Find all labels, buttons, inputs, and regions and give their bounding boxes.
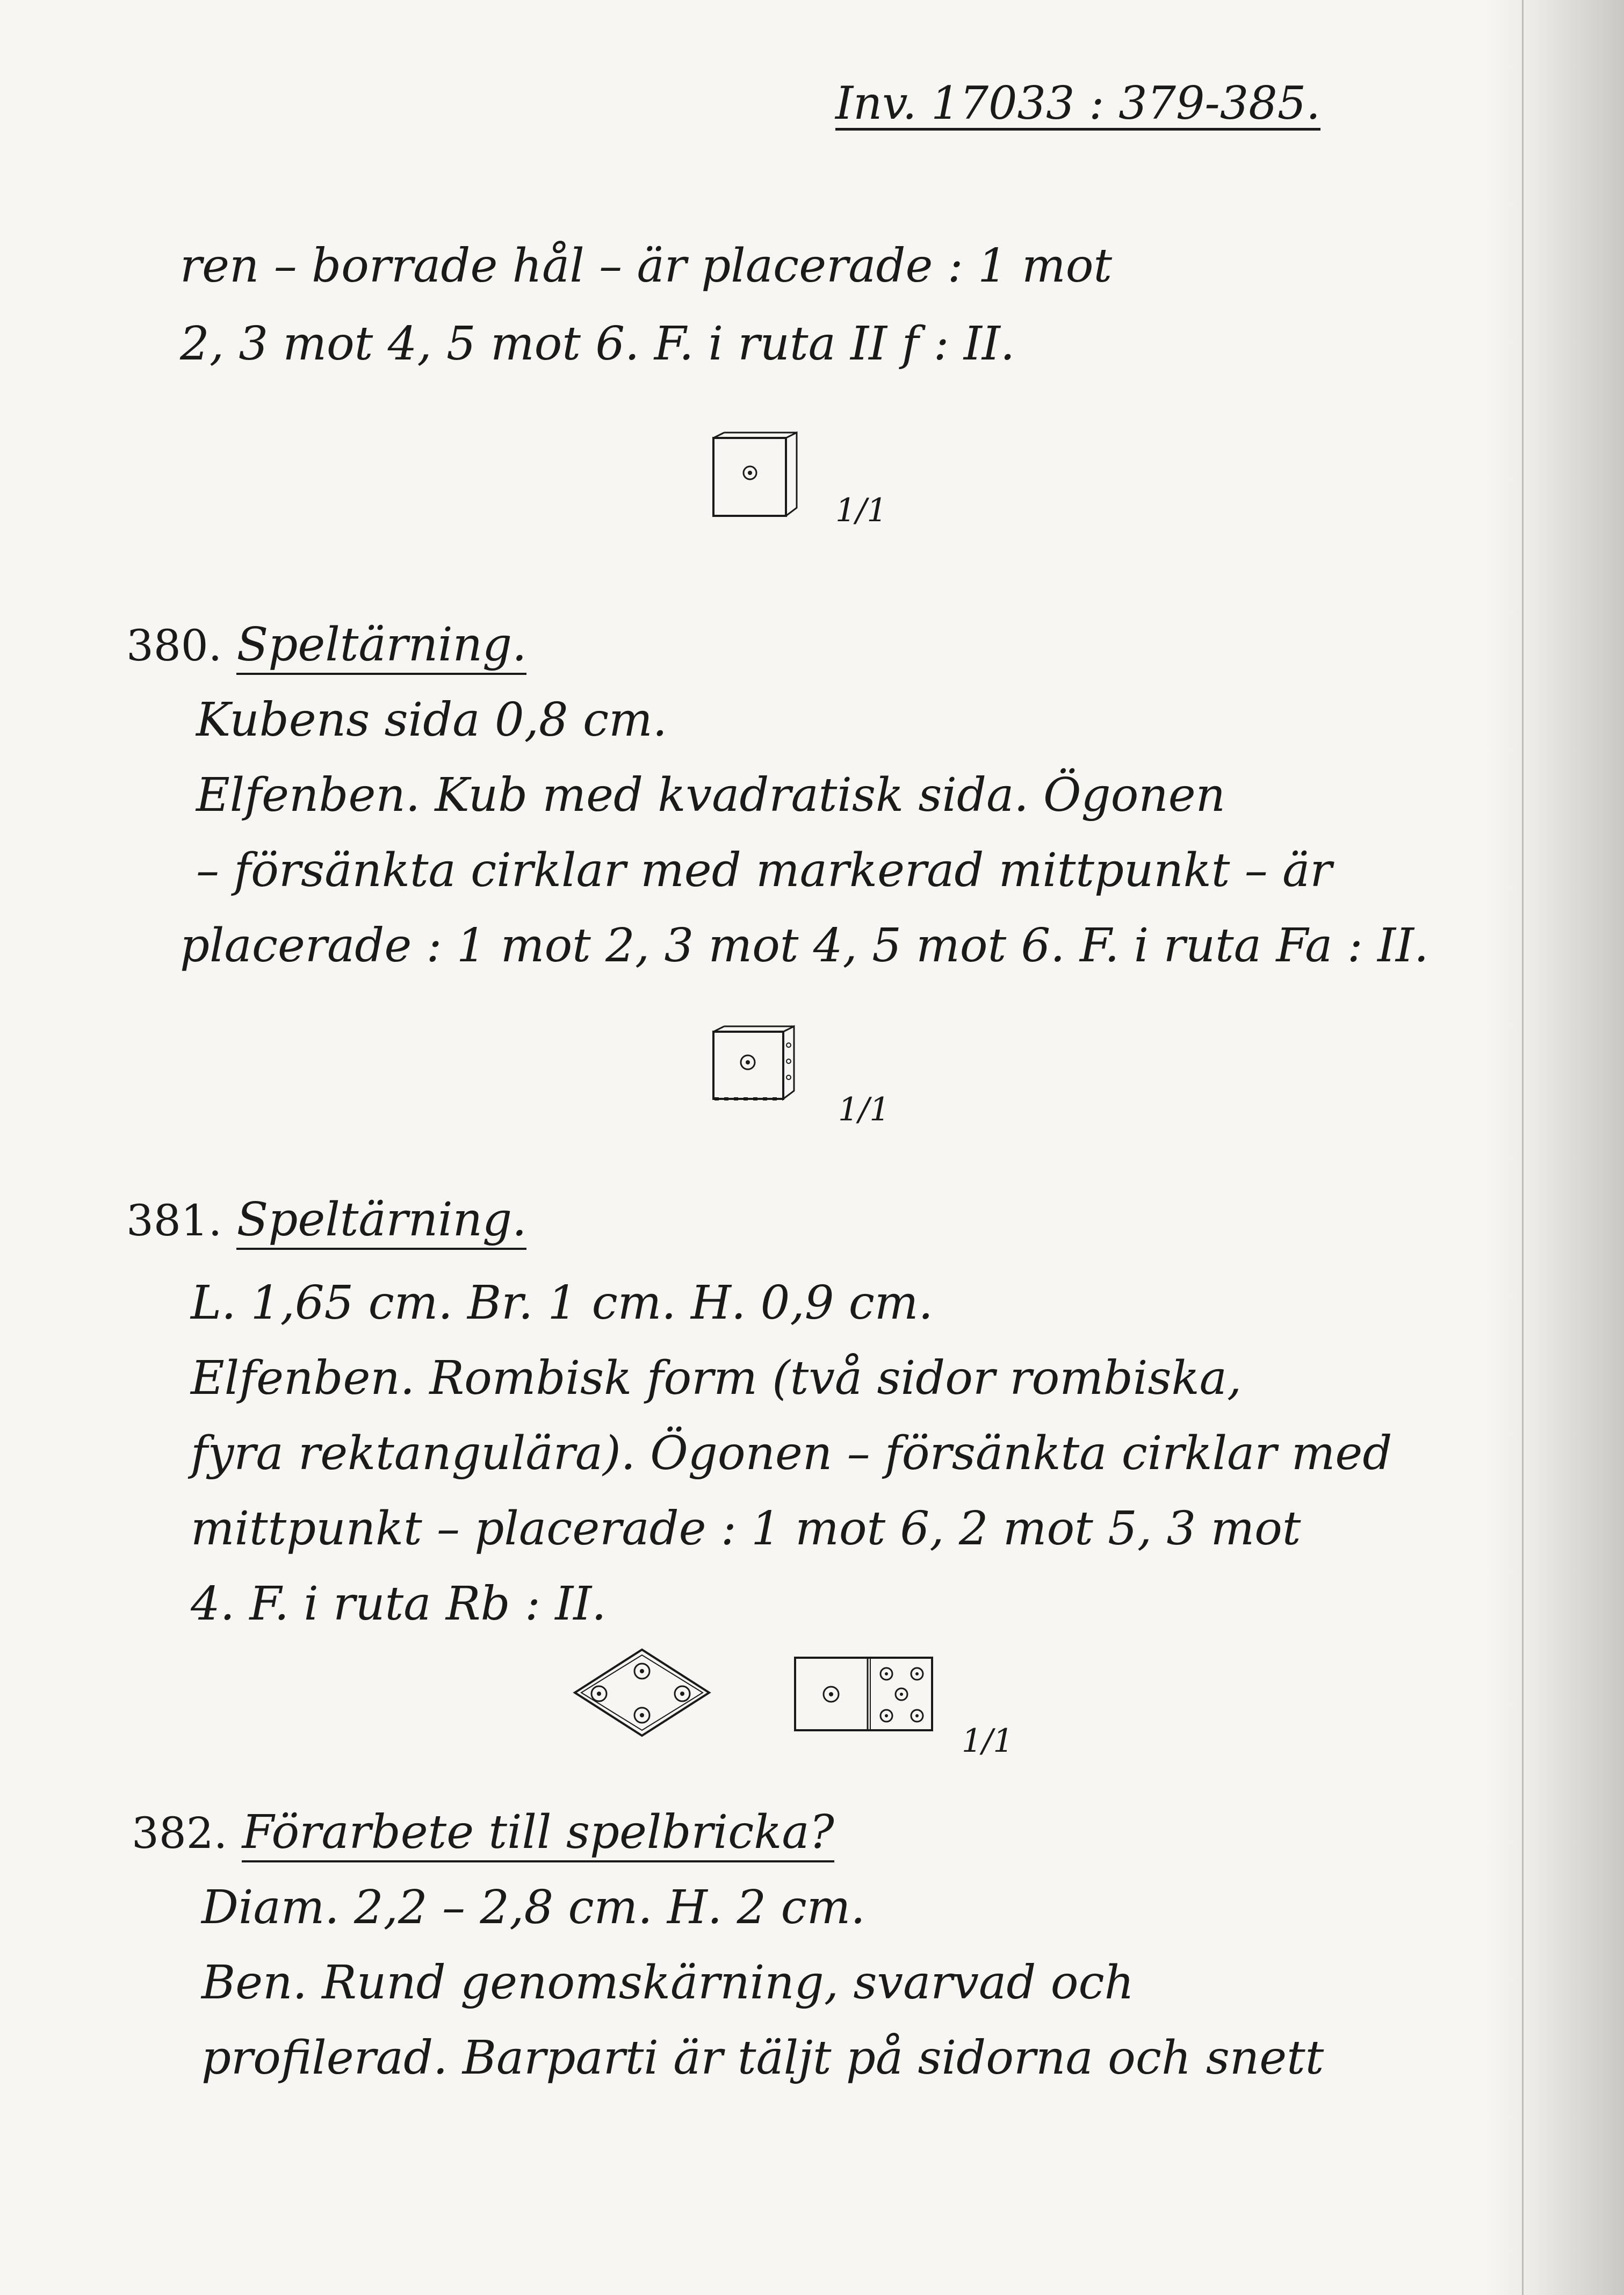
entry-381-header — [126, 1193, 526, 1247]
rhombic-die-face-drawing — [569, 1644, 714, 1741]
scale-379: 1/1 — [835, 492, 887, 529]
entry-382-line-3: profilerad. Barparti är täljt på sidorna och snett — [201, 2031, 1324, 2085]
entry-380-line-3: – försänkta cirklar med markerad mittpunkt – är — [196, 844, 1332, 897]
entry-381-number: 381. — [126, 1196, 222, 1246]
entry-381-line-2: Elfenben. Rombisk form (två sidor rombiska, — [191, 1351, 1242, 1405]
entry-381-line-3: fyra rektangulära). Ögonen – försänkta cirklar med — [191, 1427, 1392, 1480]
rectangular-die-side-drawing — [792, 1652, 937, 1736]
entry-380-line-1: Kubens sida 0,8 cm. — [196, 693, 668, 747]
entry-382-line-1: Diam. 2,2 – 2,8 cm. H. 2 cm. — [201, 1881, 865, 1934]
entry-382-number: 382. — [132, 1808, 228, 1858]
entry-381-line-4: mittpunkt – placerade : 1 mot 6, 2 mot 5, 3 mot — [191, 1502, 1301, 1556]
entry-382-title: Förarbete till spelbricka? — [242, 1805, 834, 1862]
entry-380-line-2: Elfenben. Kub med kvadratisk sida. Ögonen — [196, 768, 1226, 822]
entry-382-header — [132, 1805, 834, 1859]
entry-381-line-1: L. 1,65 cm. Br. 1 cm. H. 0,9 cm. — [191, 1276, 933, 1330]
continuation-line-2: 2, 3 mot 4, 5 mot 6. F. i ruta II f : II. — [180, 317, 1015, 371]
page-edge — [1484, 0, 1624, 2295]
die-drawing-380 — [709, 1024, 806, 1107]
scale-380: 1/1 — [838, 1091, 890, 1128]
entry-382-line-2: Ben. Rund genomskärning, svarvad och — [201, 1956, 1135, 2010]
entry-381-line-5: 4. F. i ruta Rb : II. — [191, 1577, 607, 1631]
die-drawing-379 — [708, 430, 805, 524]
inventory-header: Inv. 17033 : 379-385. — [835, 77, 1320, 130]
entry-380-line-4: placerade : 1 mot 2, 3 mot 4, 5 mot 6. F. i ruta Fa : II. — [180, 919, 1429, 973]
scale-381: 1/1 — [962, 1722, 1014, 1760]
continuation-line-1: ren – borrade hål – är placerade : 1 mot — [180, 239, 1113, 293]
entry-380-title: Speltärning. — [236, 618, 526, 675]
entry-380-number: 380. — [126, 621, 222, 671]
entry-380-header — [126, 618, 526, 672]
entry-381-title: Speltärning. — [236, 1193, 526, 1250]
